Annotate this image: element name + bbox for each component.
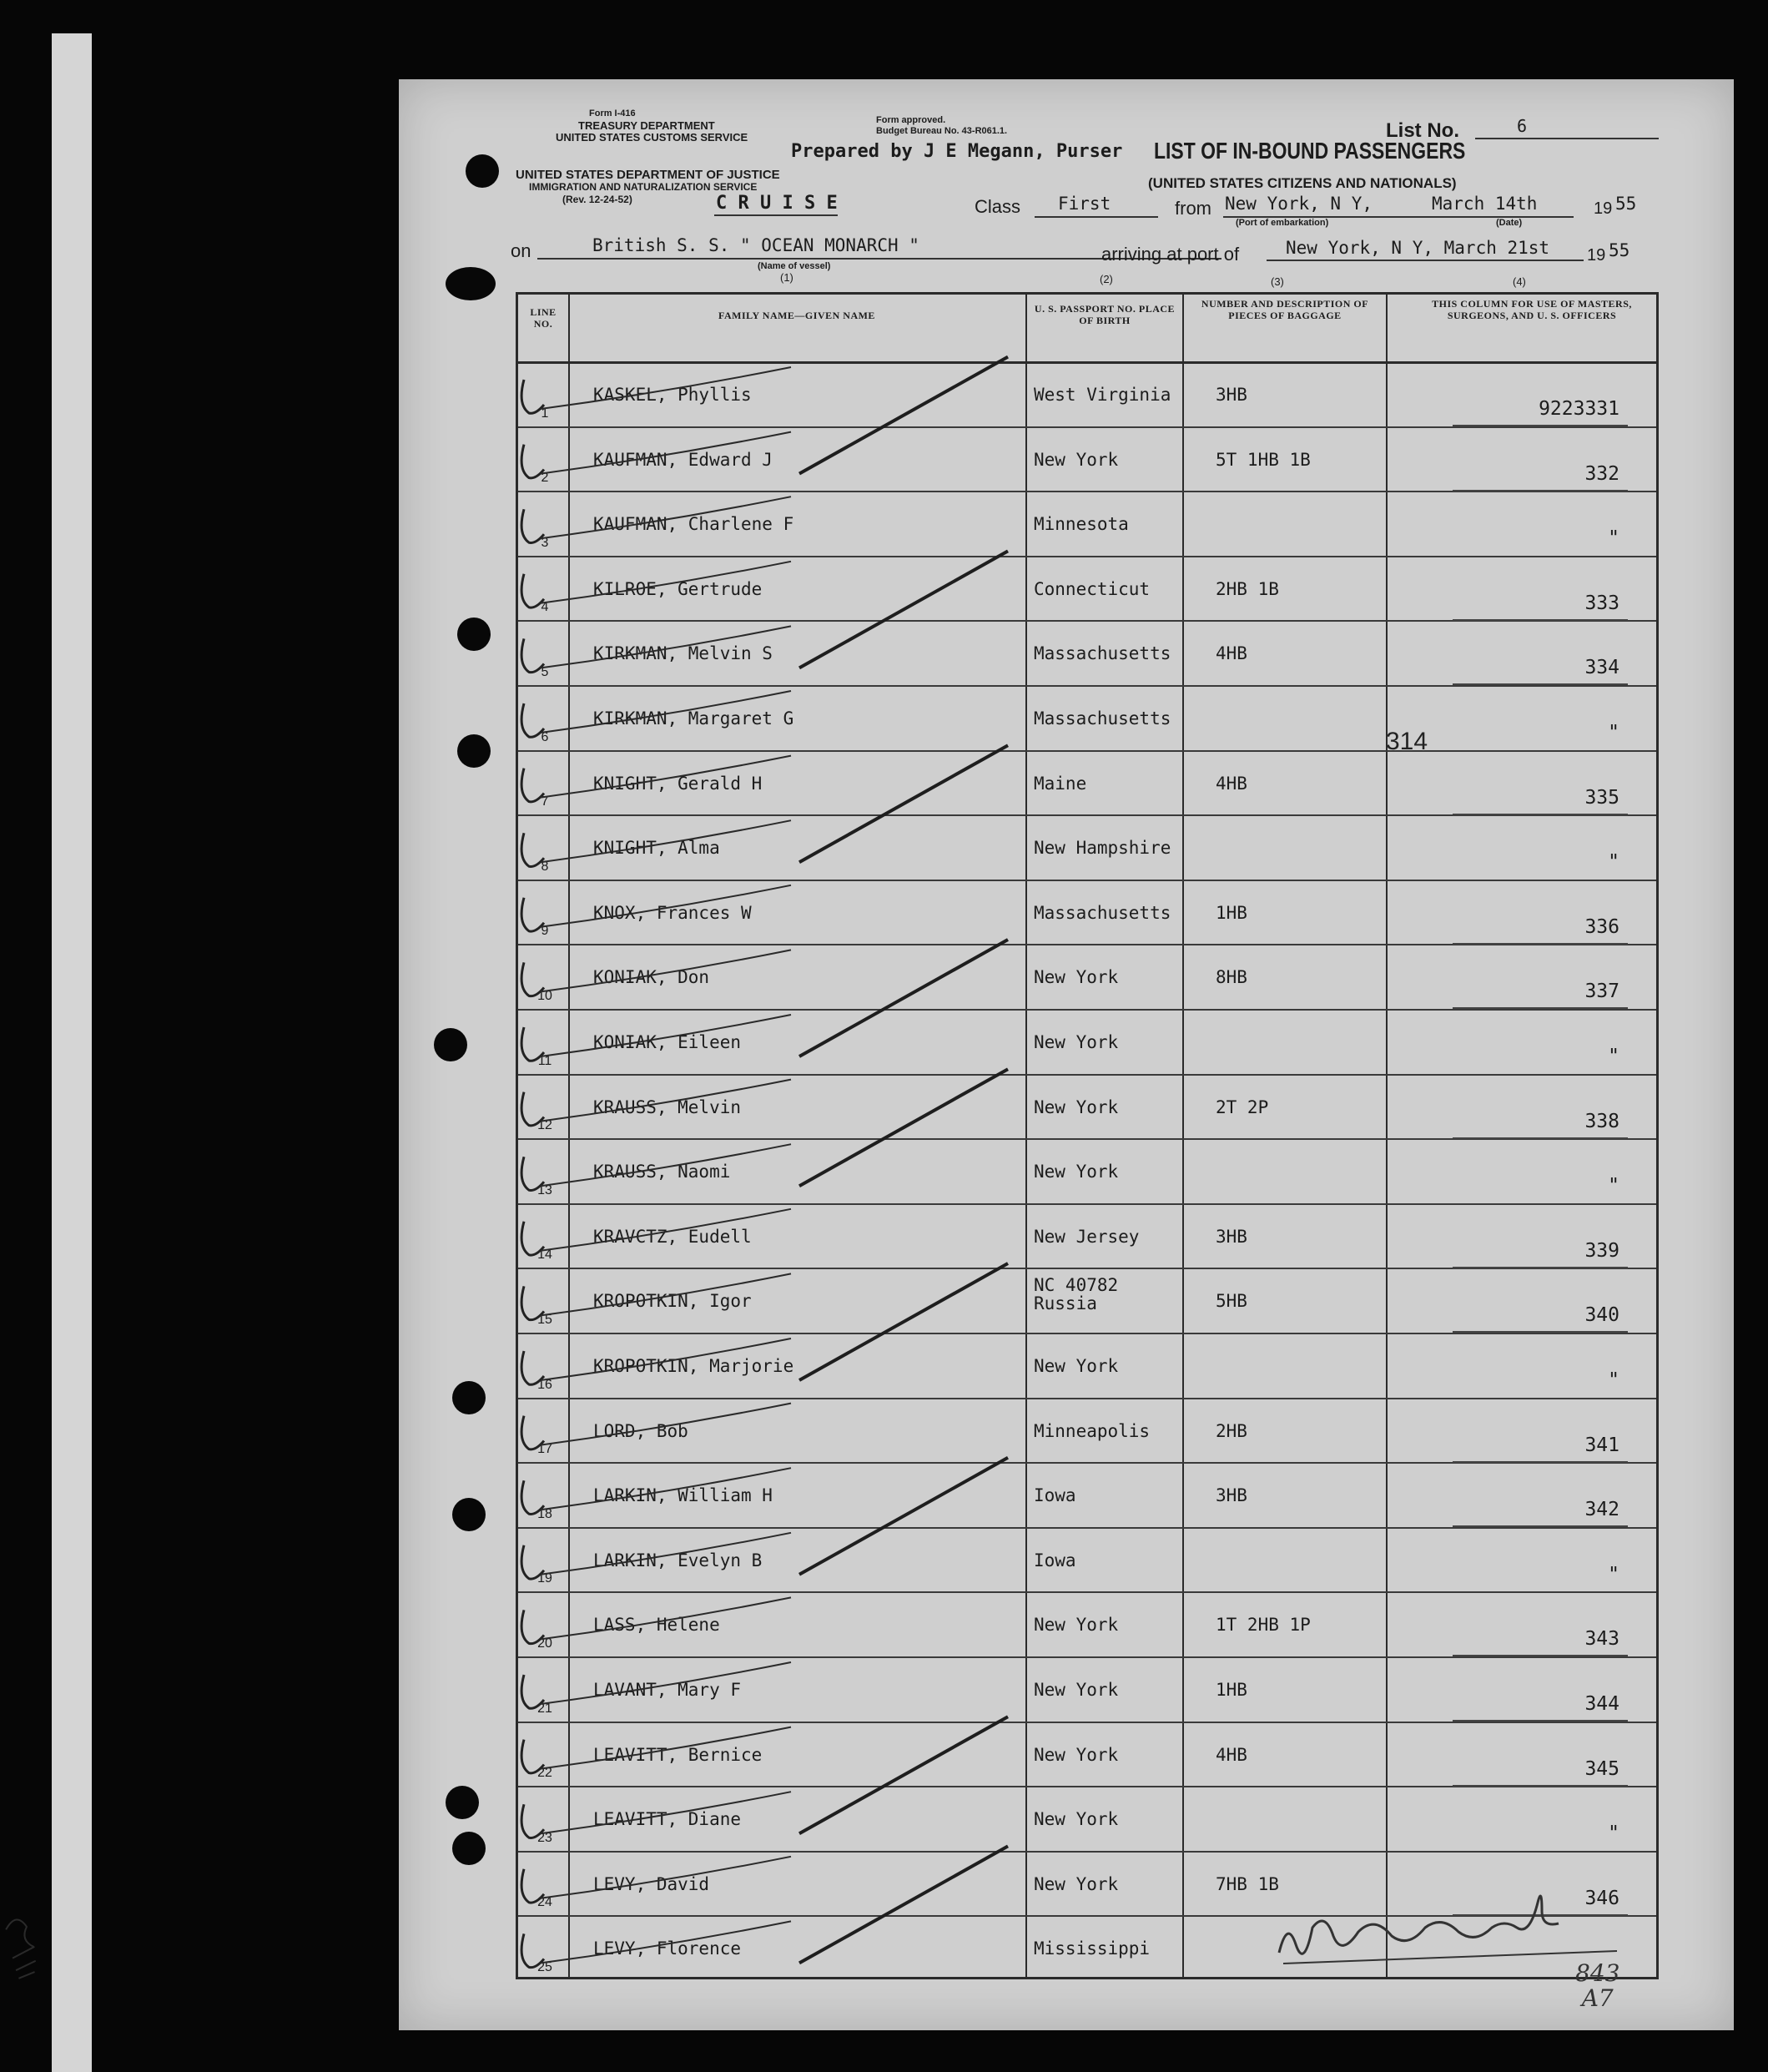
line-number: 10	[537, 988, 552, 1003]
official-number: 342	[1584, 1499, 1619, 1521]
on-label: on	[511, 240, 531, 261]
official-number: "	[1608, 1563, 1619, 1586]
baggage-description: 4HB	[1216, 1744, 1247, 1765]
place-of-birth: Connecticut	[1034, 578, 1151, 599]
official-number: "	[1608, 1046, 1619, 1067]
place-of-birth: West Virginia	[1034, 385, 1171, 405]
passenger-name: LORD, Bob	[593, 1420, 688, 1441]
line-number: 17	[537, 1442, 552, 1457]
arrival-year: 55	[1609, 240, 1630, 260]
line-number: 13	[537, 1182, 552, 1197]
margin-scribble	[0, 1909, 44, 1994]
place-of-birth: New York	[1034, 449, 1119, 470]
passenger-name: KIRKMAN, Melvin S	[593, 643, 773, 664]
passenger-name: KNOX, Frances W	[593, 902, 752, 923]
header-baggage: NUMBER AND DESCRIPTION OF PIECES OF BAGGAGE	[1201, 298, 1369, 321]
margin-note-314: 314	[1386, 728, 1428, 755]
column-number-3: (3)	[1271, 275, 1284, 288]
place-of-birth: New York	[1034, 1680, 1119, 1700]
form-number: Form I-416	[589, 108, 636, 118]
baggage-description: 2HB	[1216, 1420, 1247, 1441]
place-of-birth: Massachusetts	[1034, 902, 1171, 923]
embarkation-port: New York, N Y,	[1225, 194, 1373, 214]
ins-service: IMMIGRATION AND NATURALIZATION SERVICE	[529, 181, 758, 193]
column-number-4: (4)	[1513, 275, 1526, 288]
baggage-description: 4HB	[1216, 773, 1247, 794]
justice-dept: UNITED STATES DEPARTMENT OF JUSTICE	[516, 168, 780, 182]
line-number: 4	[541, 600, 549, 615]
passenger-name: KRAUSS, Melvin	[593, 1096, 742, 1117]
passenger-name: KONIAK, Eileen	[593, 1032, 742, 1052]
place-of-birth: Massachusetts	[1034, 643, 1171, 664]
passenger-name: KROPOTKIN, Igor	[593, 1291, 752, 1312]
baggage-description: 4HB	[1216, 643, 1247, 664]
line-number: 23	[537, 1830, 552, 1845]
header-name: FAMILY NAME—GIVEN NAME	[718, 310, 875, 321]
line-number: 16	[537, 1377, 552, 1392]
place-of-birth: Massachusetts	[1034, 708, 1171, 728]
official-number: "	[1608, 527, 1619, 550]
corner-note-top: 843	[1575, 1959, 1620, 1987]
adjacent-page-strip	[52, 33, 92, 2072]
line-number: 18	[537, 1506, 552, 1521]
passenger-name: KASKEL, Phyllis	[593, 385, 752, 405]
place-of-birth: New Jersey	[1034, 1226, 1140, 1247]
baggage-description: 3HB	[1216, 385, 1247, 405]
place-of-birth: New York	[1034, 1615, 1119, 1636]
place-of-birth: New Hampshire	[1034, 838, 1171, 859]
place-of-birth: Minnesota	[1034, 514, 1129, 535]
baggage-description: 7HB 1B	[1216, 1873, 1279, 1894]
header-line-no: LINE NO.	[530, 306, 557, 330]
place-of-birth: Mississippi	[1034, 1938, 1151, 1959]
line-number: 19	[537, 1571, 552, 1586]
place-of-birth: NC 40782 Russia	[1034, 1275, 1119, 1314]
place-of-birth: New York	[1034, 1162, 1119, 1182]
passenger-name: KROPOTKIN, Marjorie	[593, 1356, 794, 1376]
passenger-name: LEAVITT, Diane	[593, 1809, 742, 1830]
line-number: 2	[541, 471, 549, 486]
official-number: 338	[1584, 1110, 1619, 1132]
vessel-caption: (Name of vessel)	[758, 261, 831, 271]
line-number: 15	[537, 1312, 552, 1327]
official-number: "	[1608, 722, 1619, 744]
baggage-description: 1HB	[1216, 902, 1247, 923]
place-of-birth: Iowa	[1034, 1550, 1076, 1570]
place-of-birth: New York	[1034, 1032, 1119, 1052]
embarkation-date-caption: (Date)	[1496, 218, 1523, 228]
baggage-description: 2HB 1B	[1216, 578, 1279, 599]
place-of-birth: New York	[1034, 1873, 1119, 1894]
official-number: 333	[1584, 592, 1619, 614]
line-number: 6	[541, 729, 549, 744]
passenger-name: LEVY, Florence	[593, 1938, 742, 1959]
arriving-label: arriving at port of	[1101, 244, 1240, 265]
passenger-name: LARKIN, William H	[593, 1485, 773, 1506]
passenger-name: LAVANT, Mary F	[593, 1680, 742, 1700]
from-year-prefix: 19	[1594, 199, 1613, 218]
arrival-year-prefix: 19	[1587, 246, 1606, 265]
baggage-description: 2T 2P	[1216, 1096, 1269, 1117]
from-label: from	[1175, 198, 1211, 219]
baggage-description: 5HB	[1216, 1291, 1247, 1312]
passenger-name: KNIGHT, Alma	[593, 838, 720, 859]
baggage-description: 3HB	[1216, 1226, 1247, 1247]
from-year: 55	[1615, 194, 1637, 214]
header-passport: U. S. PASSPORT NO. PLACE OF BIRTH	[1034, 303, 1176, 326]
passenger-name: KILROE, Gertrude	[593, 578, 763, 599]
official-signature	[399, 79, 1734, 2030]
passenger-name: KIRKMAN, Margaret G	[593, 708, 794, 728]
embarkation-date: March 14th	[1432, 194, 1538, 214]
treasury-dept: TREASURY DEPARTMENT	[578, 119, 715, 132]
official-number: 336	[1584, 915, 1619, 938]
corner-note-bottom: A7	[1581, 1984, 1614, 2012]
official-number: 343	[1584, 1628, 1619, 1651]
baggage-description: 3HB	[1216, 1485, 1247, 1506]
place-of-birth: New York	[1034, 967, 1119, 988]
place-of-birth: Maine	[1034, 773, 1087, 794]
line-number: 9	[541, 924, 549, 939]
line-number: 3	[541, 535, 549, 550]
official-number: 9223331	[1539, 398, 1619, 420]
official-number: 332	[1584, 462, 1619, 485]
passenger-name: KONIAK, Don	[593, 967, 710, 988]
official-number: "	[1608, 1369, 1619, 1391]
list-no-value: 6	[1517, 116, 1528, 136]
budget-bureau-no: Budget Bureau No. 43-R061.1.	[876, 126, 1008, 136]
official-number: 337	[1584, 981, 1619, 1003]
passenger-name: KRAUSS, Naomi	[593, 1162, 731, 1182]
line-number: 5	[541, 664, 549, 679]
place-of-birth: New York	[1034, 1356, 1119, 1376]
list-no-label: List No.	[1386, 119, 1459, 142]
document-subtitle: (UNITED STATES CITIZENS AND NATIONALS)	[1148, 175, 1457, 191]
passenger-name: KAUFMAN, Charlene F	[593, 514, 794, 535]
official-number: 339	[1584, 1239, 1619, 1262]
passenger-name: KAUFMAN, Edward J	[593, 449, 773, 470]
document-title: LIST OF IN-BOUND PASSENGERS	[1154, 138, 1466, 164]
passenger-name: LEVY, David	[593, 1873, 710, 1894]
official-number: 345	[1584, 1757, 1619, 1780]
passenger-name: KRAVCTZ, Eudell	[593, 1226, 752, 1247]
place-of-birth: New York	[1034, 1744, 1119, 1765]
line-number: 12	[537, 1118, 552, 1133]
prepared-by: Prepared by J E Megann, Purser	[791, 141, 1123, 162]
line-number: 21	[537, 1701, 552, 1716]
official-number: "	[1608, 1175, 1619, 1197]
embarkation-port-caption: (Port of embarkation)	[1236, 218, 1329, 228]
official-number: 334	[1584, 657, 1619, 679]
line-number: 24	[537, 1895, 552, 1910]
passenger-name: LARKIN, Evelyn B	[593, 1550, 763, 1570]
passenger-name: KNIGHT, Gerald H	[593, 773, 763, 794]
line-number: 11	[537, 1053, 552, 1068]
place-of-birth: Minneapolis	[1034, 1420, 1151, 1441]
place-of-birth: New York	[1034, 1809, 1119, 1830]
baggage-description: 8HB	[1216, 967, 1247, 988]
official-number: 346	[1584, 1887, 1619, 1909]
column-number-2: (2)	[1100, 273, 1113, 285]
official-number: 341	[1584, 1434, 1619, 1456]
cruise-stamp: C R U I S E	[716, 193, 838, 214]
class-value: First	[1058, 194, 1111, 214]
header-officers: THIS COLUMN FOR USE OF MASTERS, SURGEONS, AND U. S. OFFICERS	[1432, 298, 1632, 321]
line-number: 22	[537, 1766, 552, 1781]
manifest-page	[399, 79, 1734, 2030]
revision-date: (Rev. 12-24-52)	[562, 194, 632, 205]
arrival-port-date: New York, N Y, March 21st	[1286, 238, 1550, 258]
line-number: 25	[537, 1959, 552, 1974]
line-number: 20	[537, 1636, 552, 1651]
class-label: Class	[975, 196, 1021, 217]
line-number: 14	[537, 1248, 552, 1263]
place-of-birth: New York	[1034, 1096, 1119, 1117]
form-approved: Form approved.	[876, 115, 946, 125]
official-number: 344	[1584, 1693, 1619, 1715]
place-of-birth: Iowa	[1034, 1485, 1076, 1506]
vessel-name: British S. S. " OCEAN MONARCH "	[592, 235, 919, 255]
official-number: "	[1608, 851, 1619, 874]
customs-service: UNITED STATES CUSTOMS SERVICE	[556, 131, 748, 144]
passenger-name: LASS, Helene	[593, 1615, 720, 1636]
passenger-name: LEAVITT, Bernice	[593, 1744, 763, 1765]
official-number: "	[1608, 1822, 1619, 1845]
column-number-1: (1)	[780, 271, 793, 284]
line-number: 8	[541, 859, 549, 874]
baggage-description: 1HB	[1216, 1680, 1247, 1700]
official-number: 335	[1584, 786, 1619, 809]
baggage-description: 5T 1HB 1B	[1216, 449, 1311, 470]
baggage-description: 1T 2HB 1P	[1216, 1615, 1311, 1636]
line-number: 7	[541, 794, 549, 809]
line-number: 1	[541, 406, 549, 421]
official-number: 340	[1584, 1304, 1619, 1327]
